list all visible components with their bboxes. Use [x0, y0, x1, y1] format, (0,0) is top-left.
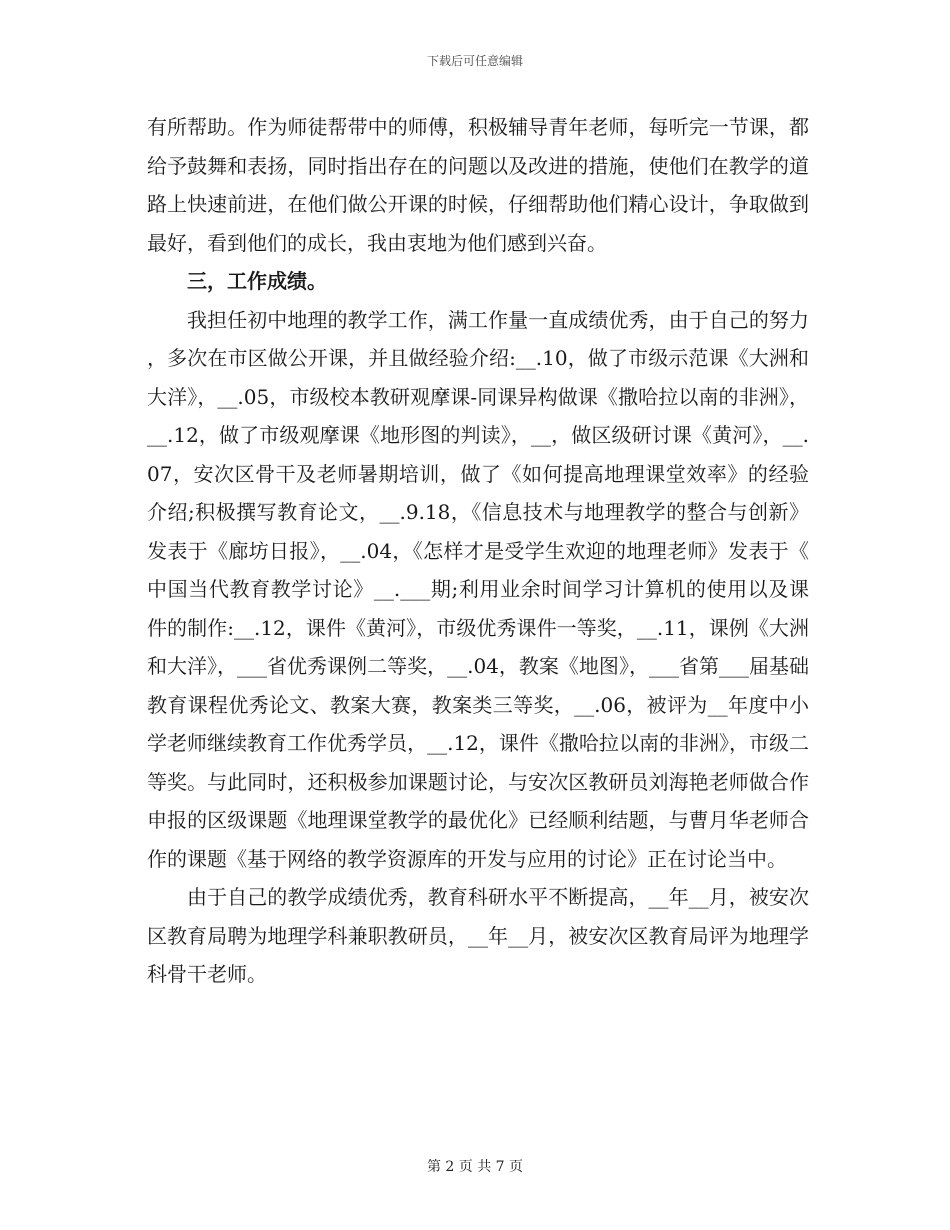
section-heading: 三，工作成绩。: [187, 269, 327, 293]
page-number: 第 2 页 共 7 页: [426, 1159, 524, 1175]
paragraph-mentoring: 有所帮助。作为师徒帮带中的师傅，积极辅导青年老师，每听完一节课，都给予鼓舞和表扬，同时指出存在的问题以及改进的措施，使他们在教学的道路上快速前进，在他们做公开课的时候，仔细帮助他们精心设计，争取做到最好，看到他们的成长，我由衷地为他们感到兴奋。: [147, 115, 809, 255]
document-body: [147, 108, 809, 994]
paragraph-appointments: 由于自己的教学成绩优秀，教育科研水平不断提高，__年__月，被安次区教育局聘为地理学科兼职教研员，__年__月，被安次区教育局评为地理学科骨干老师。: [147, 885, 809, 986]
page-header: 下载后可任意编辑: [426, 54, 523, 68]
paragraph-achievements: 我担任初中地理的教学工作，满工作量一直成绩优秀，由于自己的努力，多次在市区做公开课，并且做经验介绍:__.10，做了市级示范课《大洲和大洋》，__.05，市级校本教研观摩课-同课异构做课《撒哈拉以南的非洲》，__.12，做了市级观摩课《地形图的判读》，__，做区级研讨课《黄河》，__.07，安次区骨干及老师暑期培训，做了《如何提高地理课堂效率》的经验介绍;积极撰写教育论文，__.9.18，《信息技术与地理教学的整合与创新》发表于《廊坊日报》，__.04，《怎样才是受学生欢迎的地理老师》发表于《中国当代教育教学讨论》__.___期;利用业余时间学习计算机的使用以及课件的制作:__.12，课件《黄河》，市级优秀课件一等奖，__.11，课例《大洲和大洋》，___省优秀课例二等奖，__.04，教案《地图》，___省第___届基础教育课程优秀论文、教案大赛，教案类三等奖，__.06，被评为__年度中小学老师继续教育工作优秀学员，__.12，课件《撒哈拉以南的非洲》，市级二等奖。与此同时，还积极参加课题讨论，与安次区教研员刘海艳老师做合作申报的区级课题《地理课堂教学的最优化》已经顺利结题，与曹月华老师合作的课题《基于网络的教学资源库的开发与应用的讨论》正在讨论当中。: [147, 307, 809, 871]
